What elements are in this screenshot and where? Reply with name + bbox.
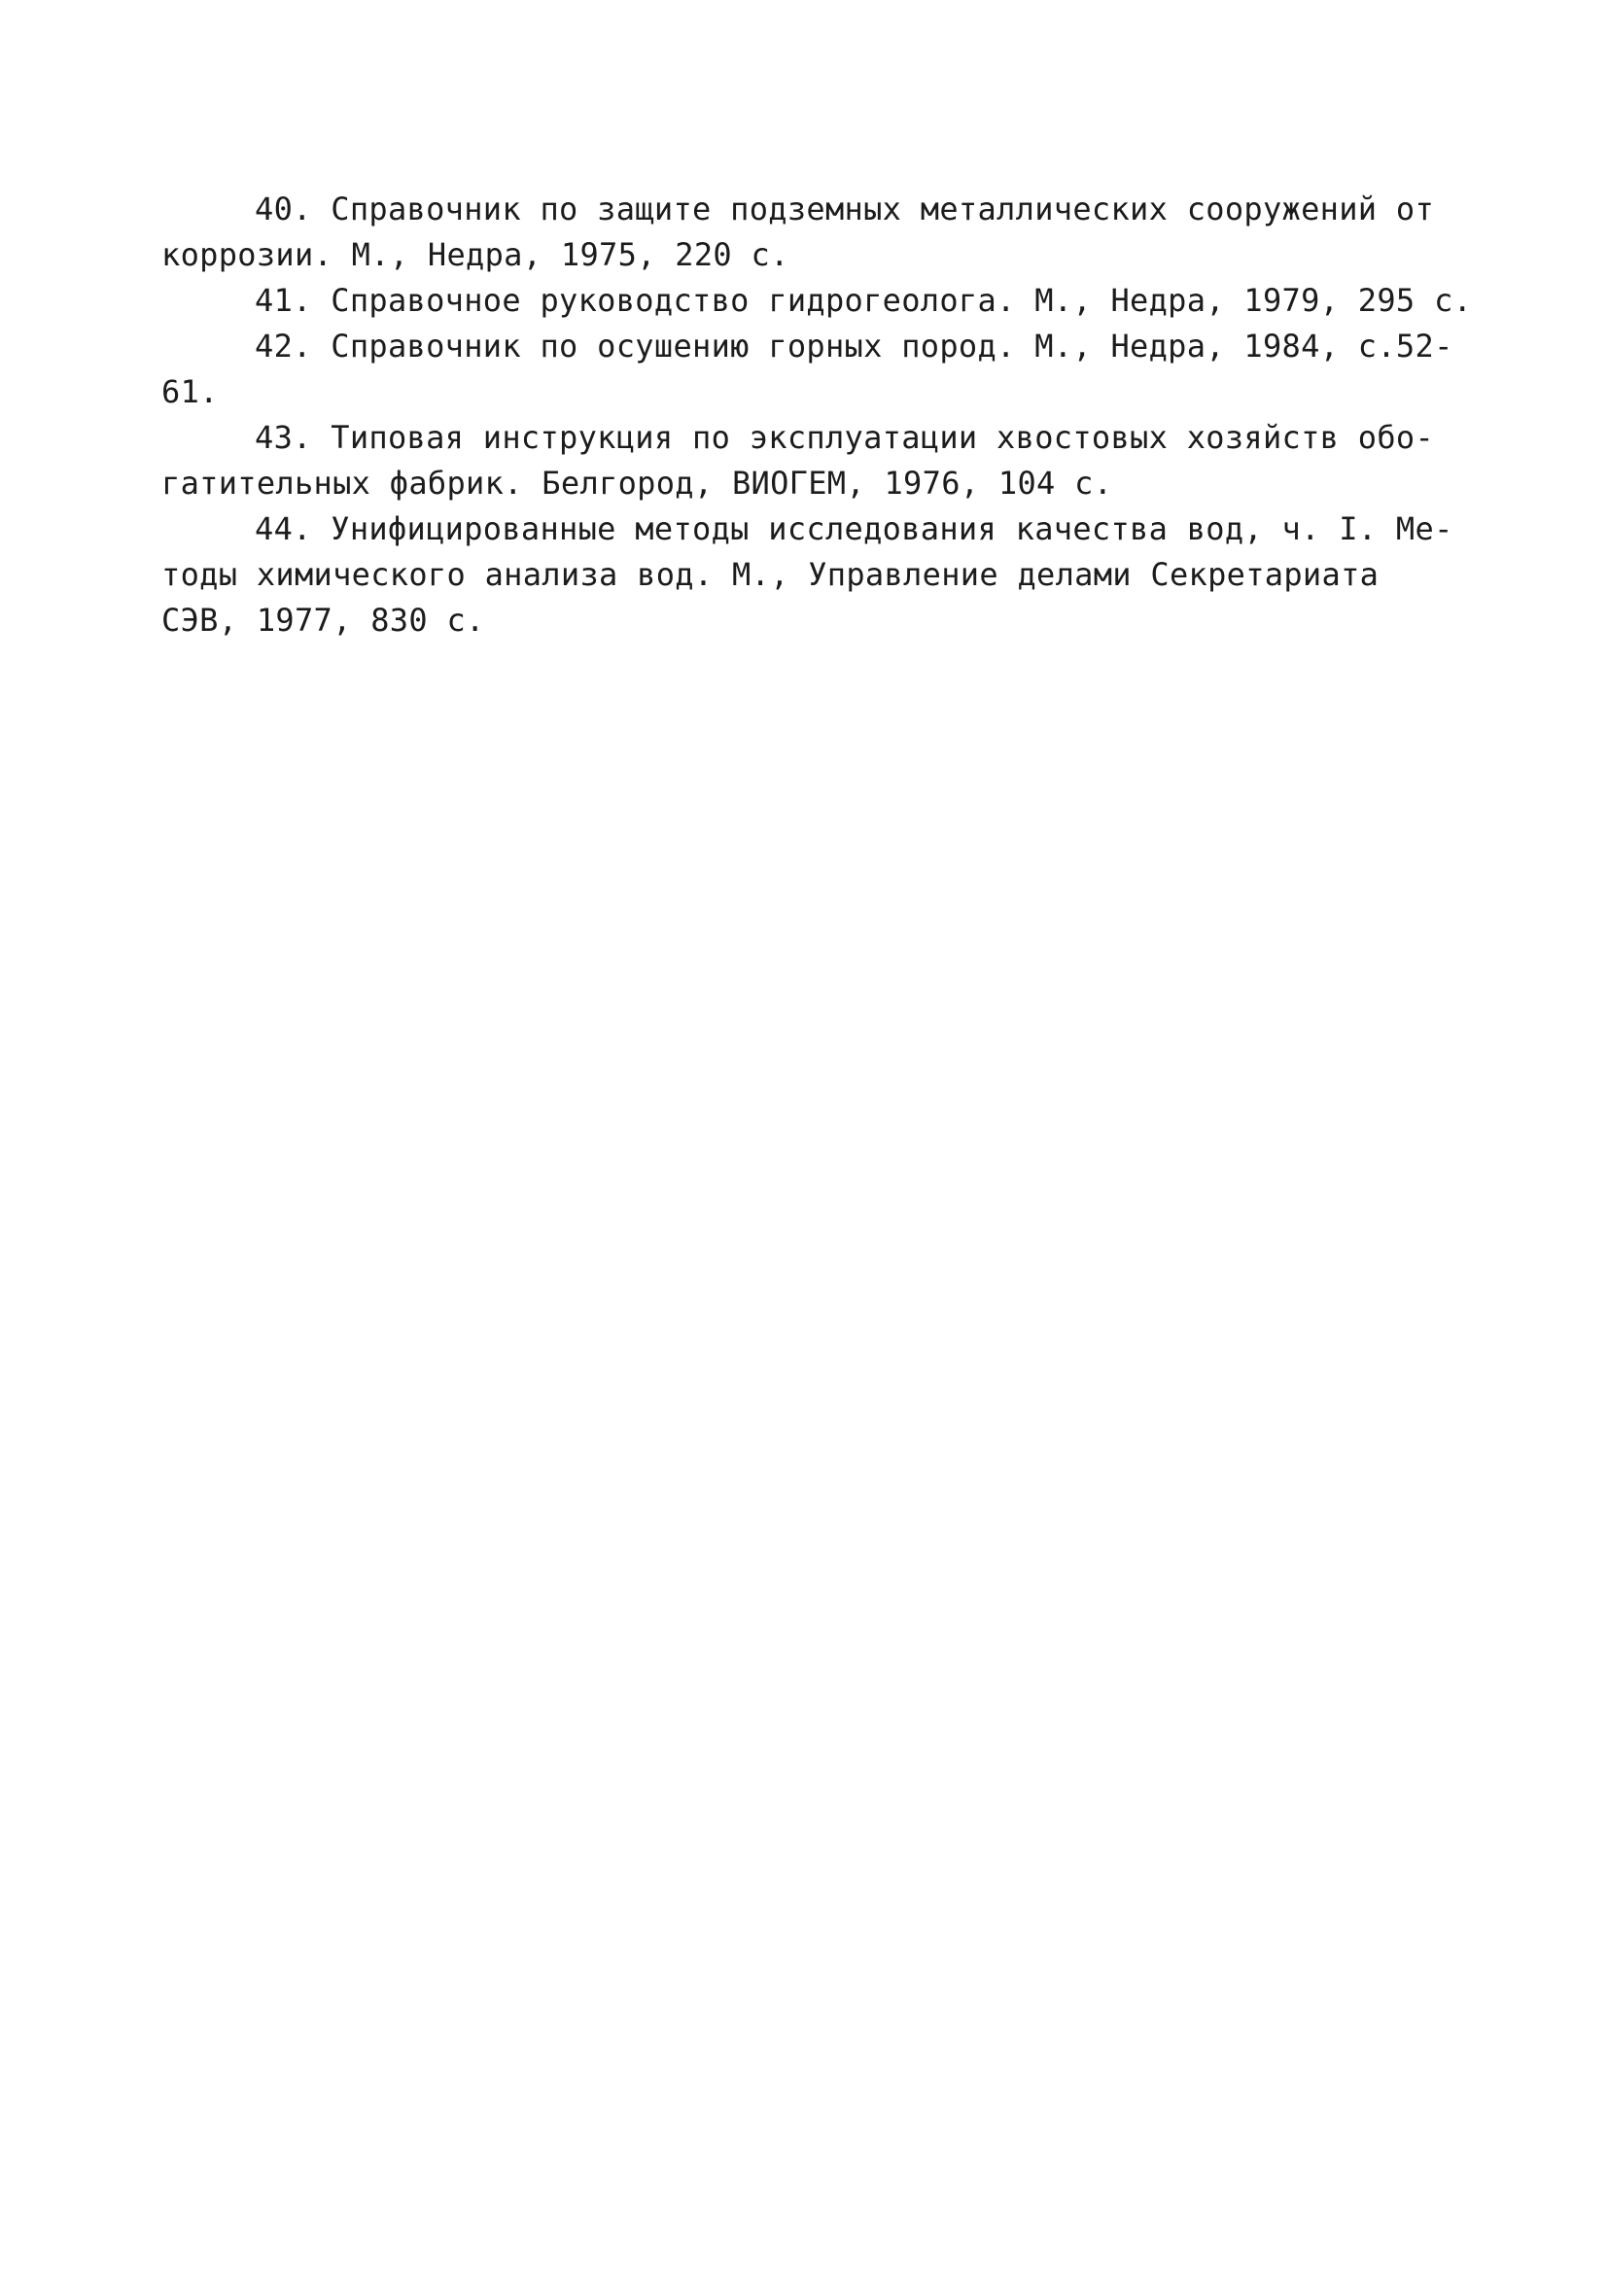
reference-line: 61. [161,373,219,410]
reference-line: коррозии. М., Недра, 1975, 220 с. [161,236,789,273]
reference-line: тоды химического анализа вод. М., Управление делами Секретариата [161,556,1380,593]
reference-item-41 [161,278,1473,324]
reference-item-42 [161,324,1464,415]
reference-line: гатительных фабрик. Белгород, ВИОГЕМ, 1976, 104 с. [161,465,1113,502]
reference-line: 40. Справочник по защите подземных металлических сооружений от [255,191,1435,227]
reference-line: 44. Унифицированные методы исследования качества вод, ч. I. Ме- [255,510,1453,547]
reference-line: 42. Справочник по осушению горных пород. М., Недра, 1984, с.52- [255,328,1453,365]
reference-list [161,187,1473,644]
reference-item-44 [161,506,1464,644]
reference-line: 43. Типовая инструкция по эксплуатации хвостовых хозяйств обо- [255,419,1435,456]
reference-line: СЭВ, 1977, 830 с. [161,602,485,639]
reference-item-40 [161,187,1464,278]
reference-line: 41. Справочное руководство гидрогеолога. М., Недра, 1979, 295 с. [255,282,1473,319]
reference-item-43 [161,415,1464,506]
